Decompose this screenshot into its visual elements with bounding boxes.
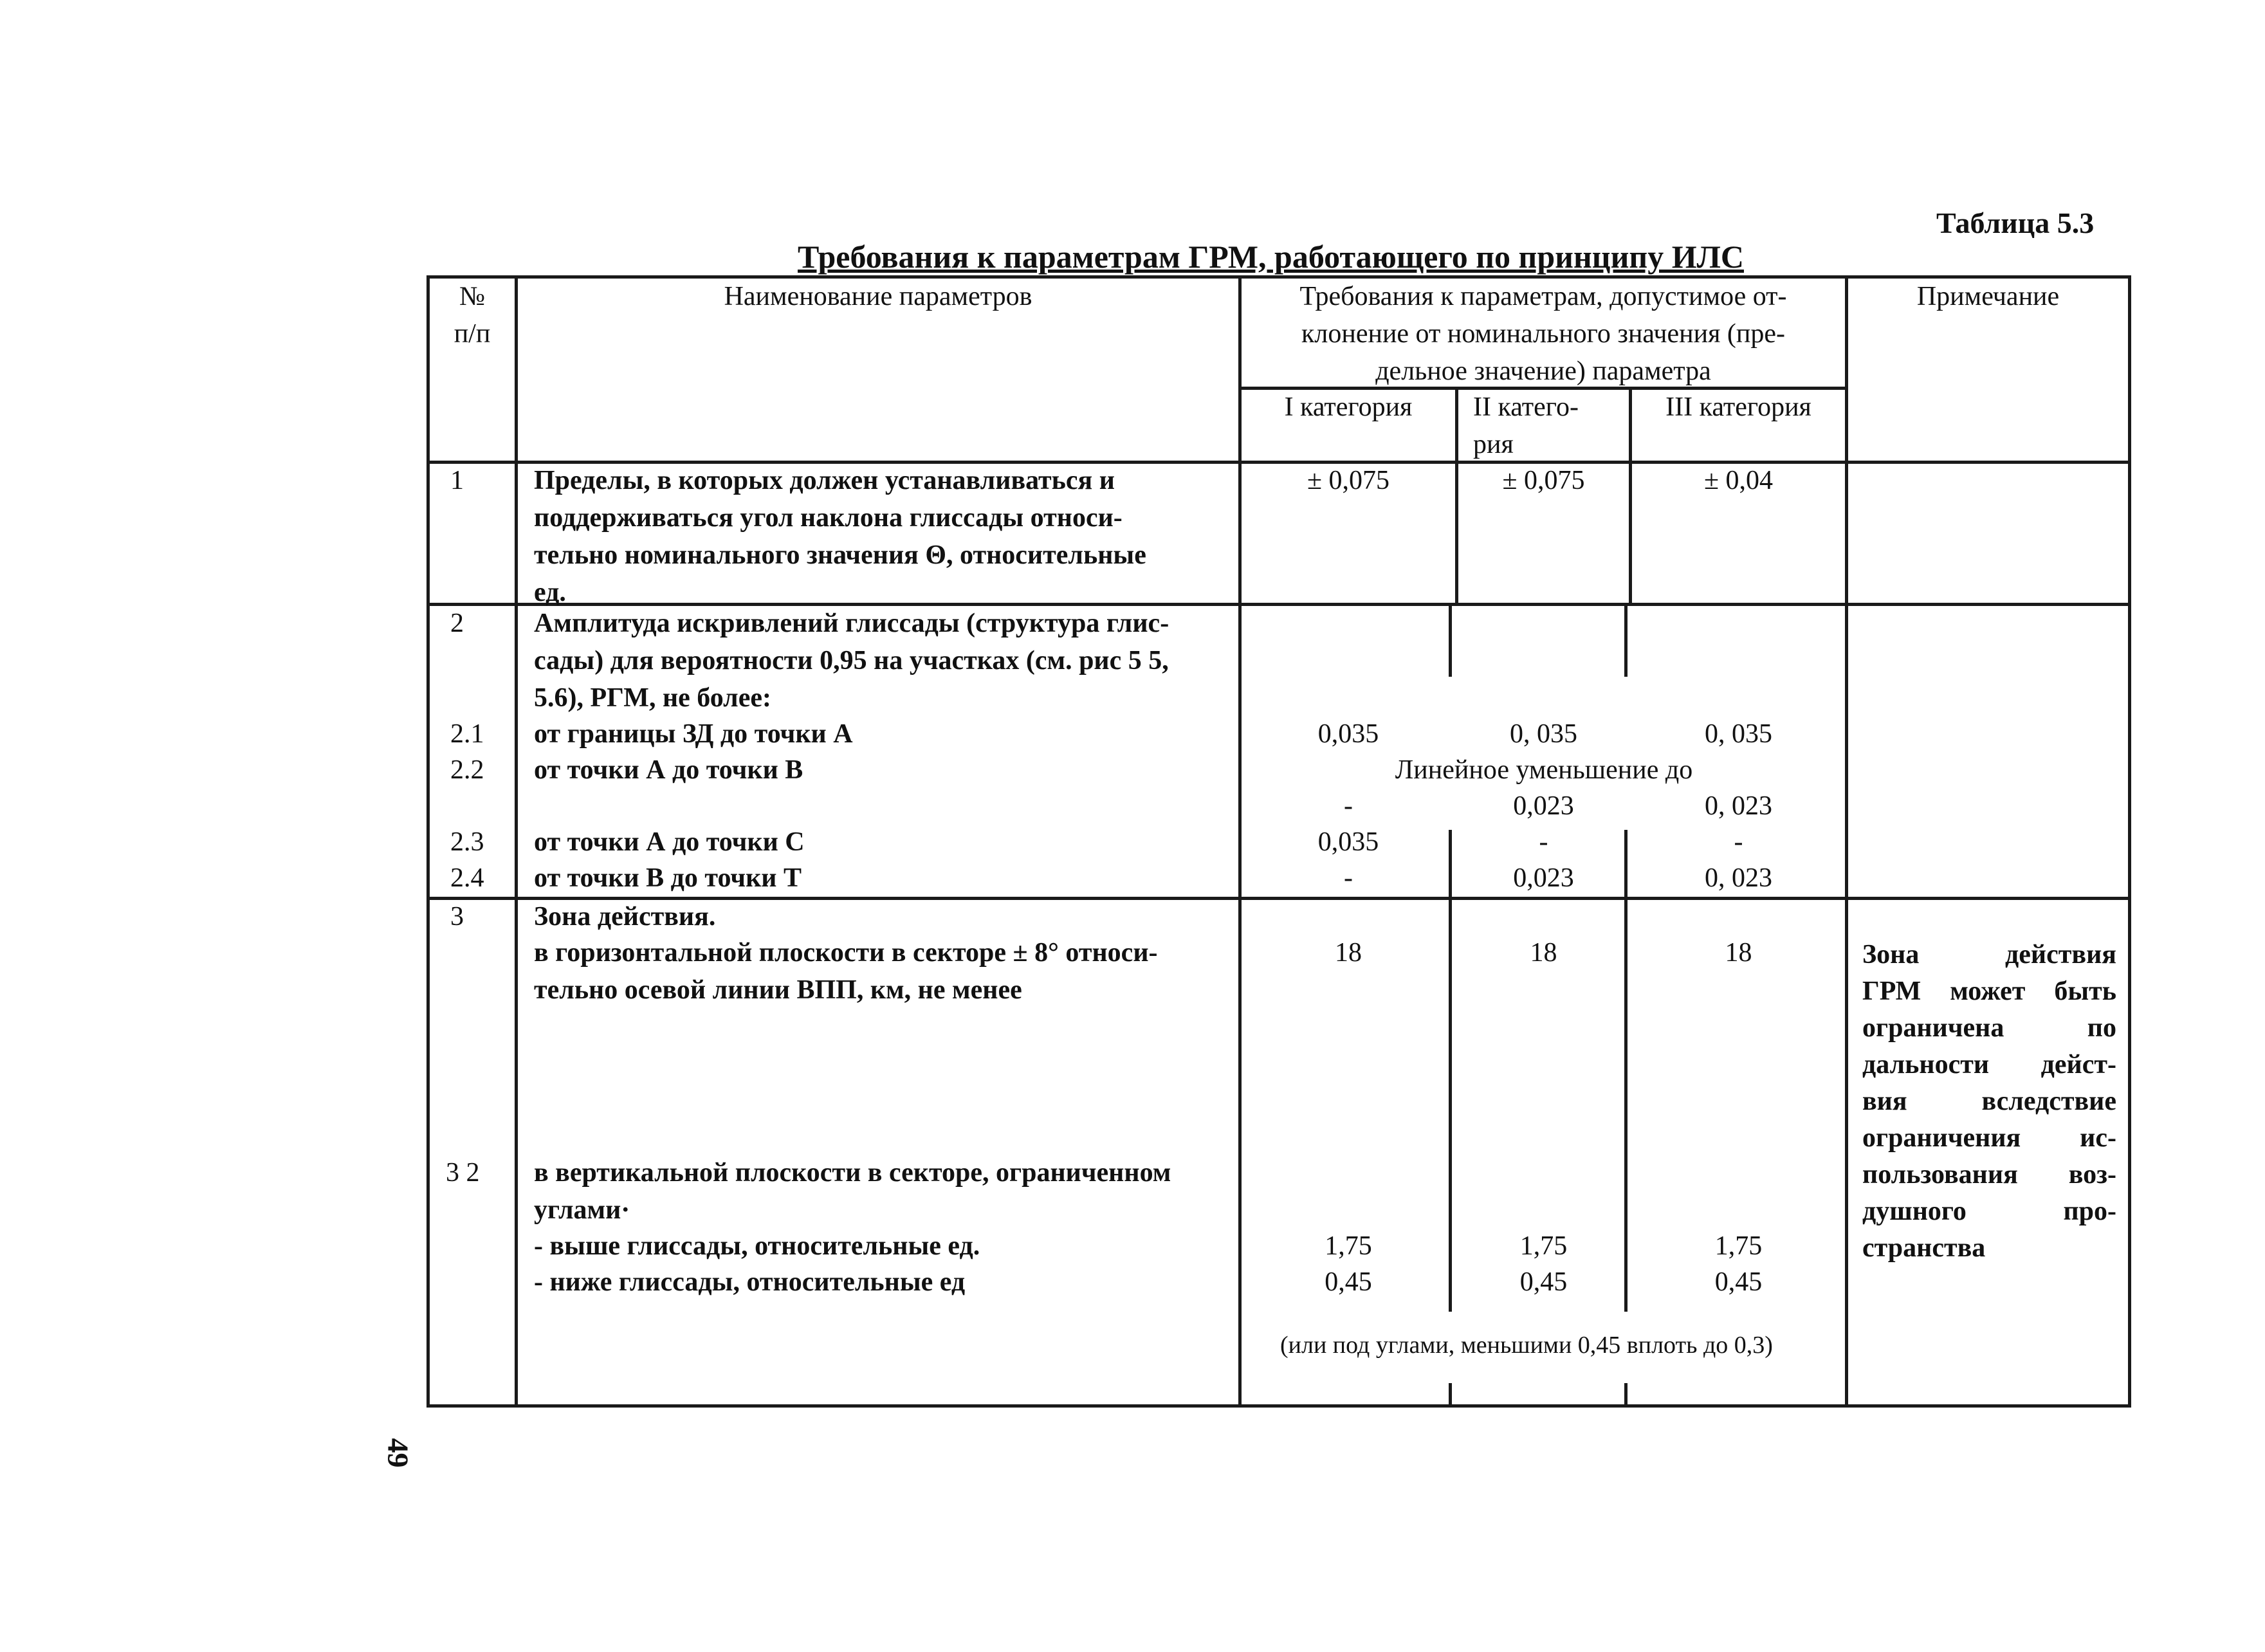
header-cat1: I категория bbox=[1284, 392, 1413, 422]
row2-sub3-name: от точки А до точки С bbox=[534, 827, 805, 857]
row1-cat3: ± 0,04 bbox=[1703, 466, 1774, 495]
row3-above-cat2: 1,75 bbox=[1519, 1231, 1568, 1261]
table-title: Требования к параметрам ГРМ, работающего по принципу ИЛС bbox=[798, 239, 1744, 275]
row3-title: Зона действия. bbox=[534, 902, 716, 932]
page-number: 49 bbox=[381, 1438, 415, 1468]
table-label: Таблица 5.3 bbox=[1936, 206, 2095, 239]
row2-sub2-cat2: 0,023 bbox=[1513, 791, 1574, 821]
row3-below-cat1: 0,45 bbox=[1325, 1267, 1372, 1297]
row3-horiz-cat3: 18 bbox=[1725, 938, 1752, 968]
row2-sub1-name: от границы ЗД до точки А bbox=[534, 719, 853, 749]
header-requirements: Требования к параметрам, допустимое от- клонение от номинального значения (пре- дельное значение) параметра bbox=[1299, 282, 1787, 386]
row1-cat2: ± 0,075 bbox=[1502, 466, 1585, 495]
row1-cat1: ± 0,075 bbox=[1307, 466, 1390, 495]
row2-sub3-cat3: - bbox=[1734, 827, 1743, 857]
row1-name: Пределы, в которых должен устанавливаться и поддерживаться угол наклона глиссады относи- тельно номинального значения Θ, относительные ед. bbox=[534, 466, 1146, 607]
row2-sub1-cat2: 0, 035 bbox=[1510, 719, 1577, 749]
row2-sub4-num: 2.4 bbox=[450, 863, 484, 893]
row2-sub1-cat3: 0, 035 bbox=[1705, 719, 1772, 749]
row3-sub-num: 3 2 bbox=[446, 1158, 480, 1188]
row2-sub2-cat3: 0, 023 bbox=[1705, 791, 1772, 821]
row3-num: 3 bbox=[450, 902, 464, 932]
row3-horiz-cat2: 18 bbox=[1530, 938, 1557, 968]
row3-above-cat1: 1,75 bbox=[1325, 1231, 1372, 1261]
row3-below-cat3: 0,45 bbox=[1714, 1267, 1763, 1297]
row2-sub4-cat3: 0, 023 bbox=[1705, 863, 1772, 893]
row2-sub3-num: 2.3 bbox=[450, 827, 484, 857]
row2-sub4-cat2: 0,023 bbox=[1513, 863, 1574, 893]
row3-below-cat2: 0,45 bbox=[1519, 1267, 1568, 1297]
row3-above-cat3: 1,75 bbox=[1714, 1231, 1763, 1261]
row3-horiz-name: в горизонтальной плоскости в секторе ± 8° относи- тельно осевой линии ВПП, км, не менее bbox=[534, 938, 1158, 1005]
row2-sub3-cat2: - bbox=[1539, 827, 1548, 857]
row1-num: 1 bbox=[450, 466, 464, 495]
row3-footnote: (или под углами, меньшими 0,45 вплоть до 0,3) bbox=[1280, 1332, 1773, 1359]
row2-name: Амплитуда искривлений глиссады (структура глис- сады) для вероятности 0,95 на участках (см. рис 5 5, 5.6), РГМ, не более: bbox=[534, 609, 1169, 713]
header-name: Наименование параметров bbox=[724, 282, 1032, 311]
row2-sub2-num: 2.2 bbox=[450, 755, 484, 785]
row2-sub4-name: от точки В до точки Т bbox=[534, 863, 802, 893]
row2-sub1-num: 2.1 bbox=[450, 719, 484, 749]
row2-sub2-name: от точки А до точки В bbox=[534, 755, 803, 785]
row3-below-label: - ниже глиссады, относительные ед bbox=[534, 1267, 966, 1297]
header-cat3: III категория bbox=[1665, 392, 1811, 422]
row2-num: 2 bbox=[450, 609, 464, 638]
row2-sub2-cat1: - bbox=[1344, 791, 1353, 821]
row2-sub4-cat1: - bbox=[1344, 863, 1353, 893]
row3-note: Зона действия ГРМ может быть ограничена по дальности дейст- вия вследствие ограничения ис- пользования воз- душного про- странства bbox=[1862, 940, 2116, 1263]
header-num: № п/п bbox=[454, 282, 491, 349]
header-note: Примечание bbox=[1916, 282, 2060, 311]
row2-sub1-cat1: 0,035 bbox=[1317, 719, 1379, 749]
row3-vert-name: в вертикальной плоскости в секторе, ограниченном углами· bbox=[534, 1158, 1171, 1225]
header-cat2: II катего- рия bbox=[1473, 392, 1579, 459]
row3-horiz-cat1: 18 bbox=[1335, 938, 1362, 968]
row3-above-label: - выше глиссады, относительные ед. bbox=[534, 1231, 980, 1261]
row2-sub3-cat1: 0,035 bbox=[1317, 827, 1379, 857]
row2-sub2-span: Линейное уменьшение до bbox=[1395, 755, 1693, 785]
